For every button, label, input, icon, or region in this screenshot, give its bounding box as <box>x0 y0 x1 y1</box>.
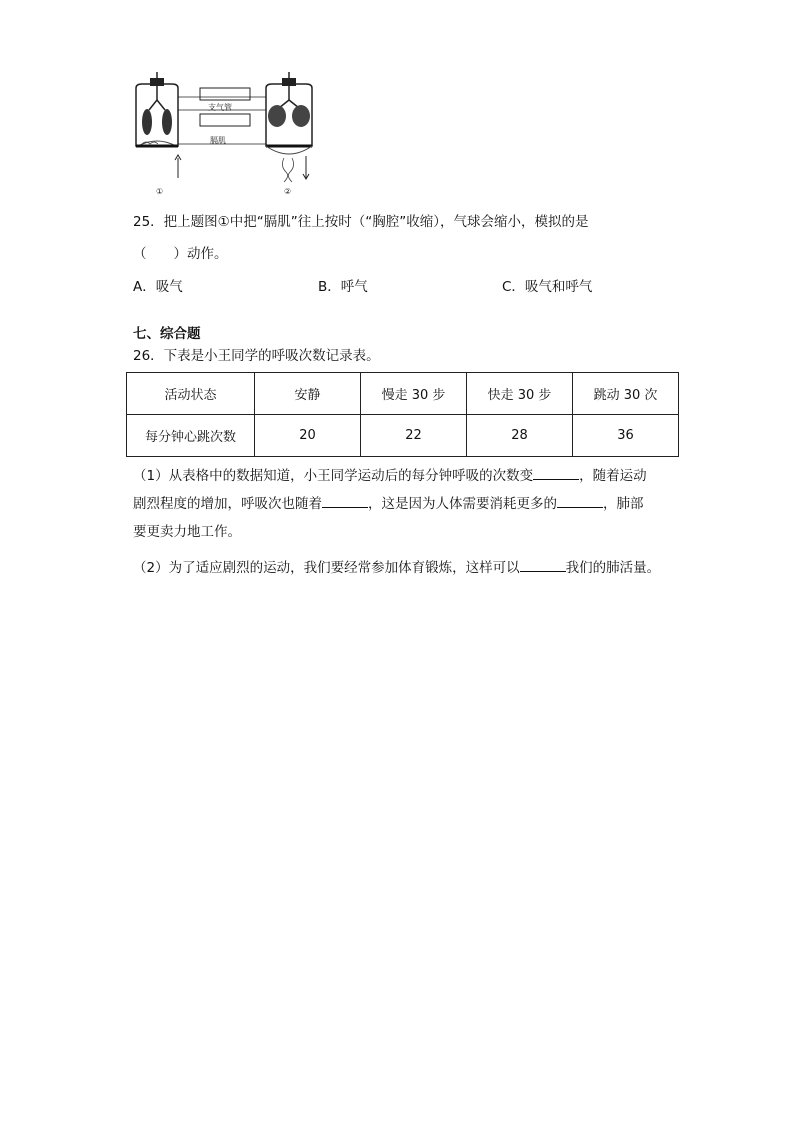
answer-blank-4[interactable] <box>520 557 566 572</box>
table-row <box>127 415 679 457</box>
q26-part1-text: 剧烈程度的增加，呼吸次也随着 <box>133 496 322 512</box>
table-cell: 20 <box>255 415 361 457</box>
table-header-cell: 活动状态 <box>127 373 255 415</box>
answer-blank-1[interactable] <box>533 465 579 480</box>
q26-part2 <box>133 554 693 582</box>
q26-part1-text: ，随着运动 <box>579 468 647 484</box>
section-title: 七、综合题 <box>133 326 201 342</box>
label-jar-2: ② <box>284 187 292 196</box>
jar-2 <box>266 72 312 182</box>
answer-blank-2[interactable] <box>322 493 368 508</box>
table-header-cell: 慢走 30 步 <box>361 373 467 415</box>
q26-part2-text: 我们的肺活量。 <box>565 560 661 576</box>
table-header-cell: 快走 30 步 <box>467 373 573 415</box>
label-bronchi: 支气管 <box>208 103 232 112</box>
q25-stem-line1: 25．把上题图①中把“膈肌”往上按时（“胸腔”收缩），气球会缩小，模拟的是 <box>133 214 589 230</box>
label-jar-1: ① <box>156 187 164 196</box>
q26-intro: 26．下表是小王同学的呼吸次数记录表。 <box>133 348 380 364</box>
q26-part1 <box>133 462 673 546</box>
table-cell: 36 <box>573 415 679 457</box>
label-diaphragm: 膈肌 <box>210 136 226 145</box>
q26-part1-text: （1）从表格中的数据知道，小王同学运动后的每分钟呼吸的次数变 <box>133 468 534 484</box>
table-cell: 每分钟心跳次数 <box>127 415 255 457</box>
q25-option-b[interactable]: B．呼气 <box>318 279 368 295</box>
table-header-cell: 安静 <box>255 373 361 415</box>
q25-stem-line2: （ ）动作。 <box>133 246 228 262</box>
table-cell: 28 <box>467 415 573 457</box>
q25-option-c[interactable]: C．吸气和呼气 <box>502 279 593 295</box>
jar-1 <box>136 72 181 178</box>
q25-option-a[interactable]: A．吸气 <box>133 279 183 295</box>
table-header-row <box>127 373 679 415</box>
q26-part2-text: （2）为了适应剧烈的运动，我们要经常参加体育锻炼，这样可以 <box>133 560 520 576</box>
q26-part1-text: ，肺部 <box>603 496 644 512</box>
q26-part1-text: ，这是因为人体需要消耗更多的 <box>368 496 557 512</box>
q26-part1-text: 要更卖力地工作。 <box>133 524 241 540</box>
table-cell: 22 <box>361 415 467 457</box>
answer-blank-3[interactable] <box>557 493 603 508</box>
table-header-cell: 跳动 30 次 <box>573 373 679 415</box>
breathing-record-table <box>126 372 679 457</box>
lung-model-diagram <box>128 70 328 200</box>
